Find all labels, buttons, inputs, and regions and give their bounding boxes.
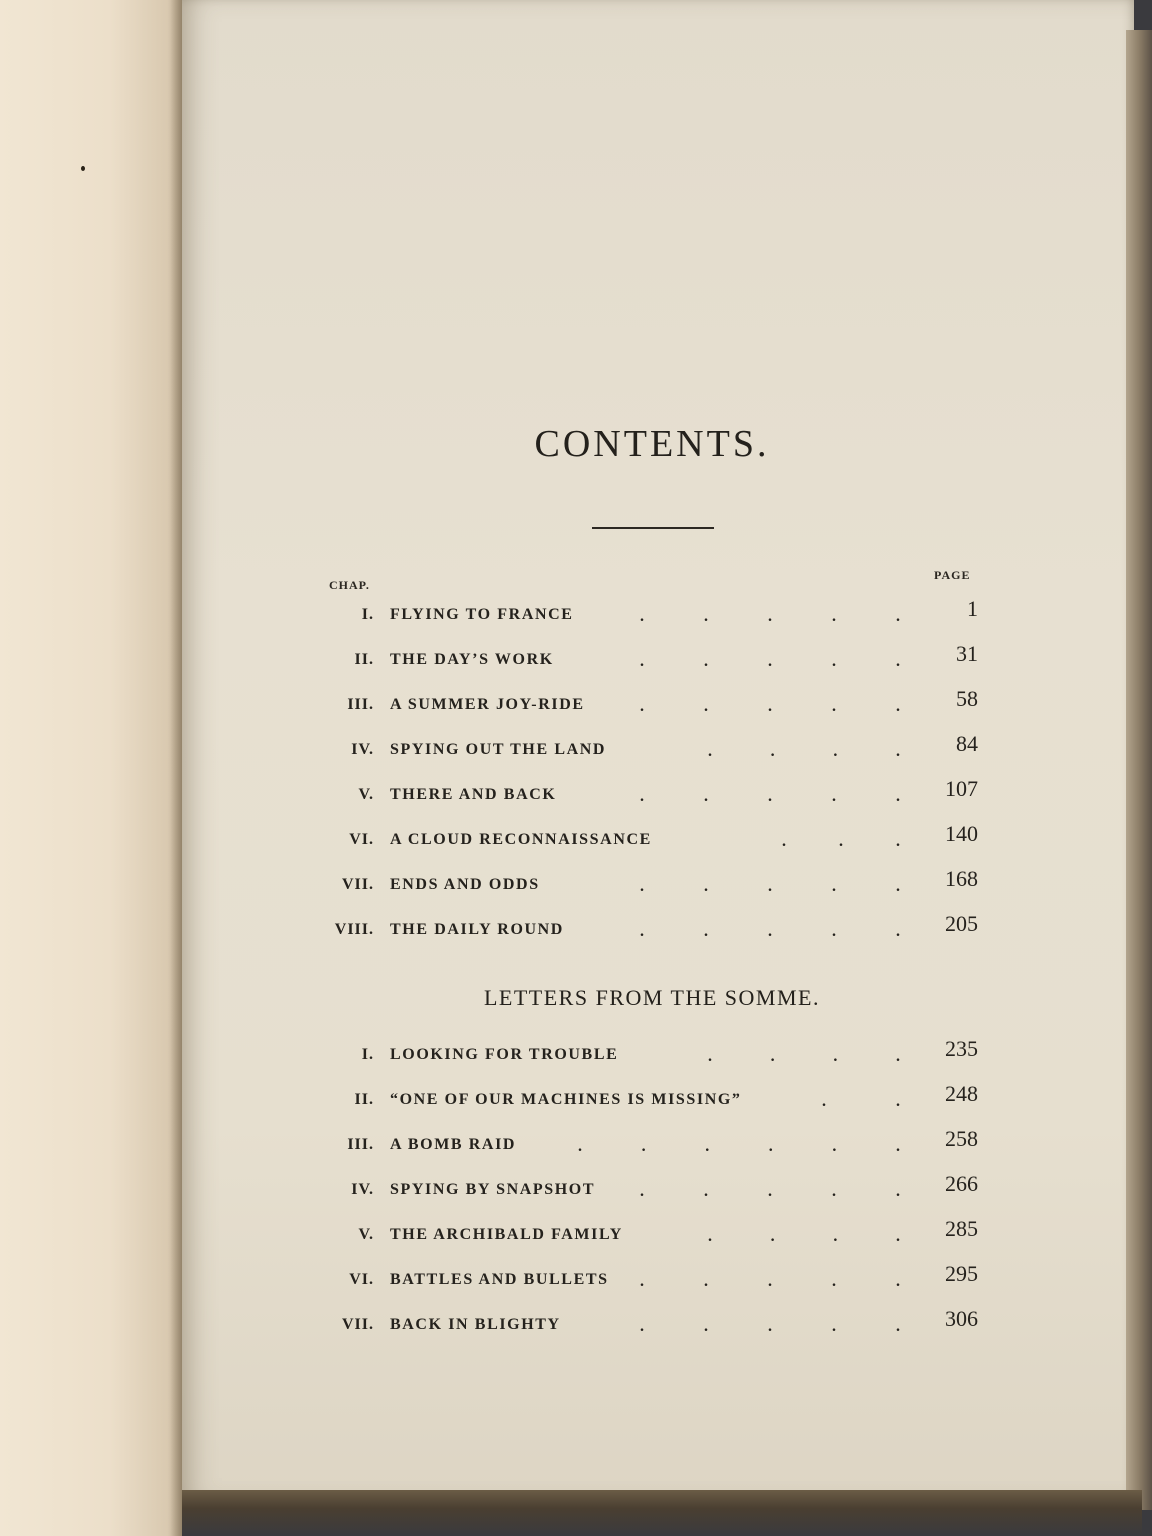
- dot-leader: . . . .: [708, 1228, 900, 1245]
- ink-speck: [81, 166, 85, 171]
- page-number: 295: [945, 1261, 978, 1286]
- page-number: 140: [945, 821, 978, 846]
- dot-leader: . . . . .: [640, 608, 900, 625]
- chapter-title: A CLOUD RECONNAISSANCE: [390, 831, 652, 848]
- chapter-number: VI.: [349, 831, 374, 848]
- dot-leader: . . .: [782, 833, 900, 850]
- page-number: 266: [945, 1171, 978, 1196]
- chap-column-label: CHAP.: [329, 578, 370, 592]
- letter-number: III.: [347, 1136, 374, 1153]
- letter-title: “ONE OF OUR MACHINES IS MISSING”: [390, 1091, 742, 1108]
- left-page: [0, 0, 182, 1536]
- toc-row: [322, 720, 982, 765]
- chapter-title: THE DAILY ROUND: [390, 921, 564, 938]
- chapter-title: THERE AND BACK: [390, 786, 557, 803]
- toc-row: [322, 855, 982, 900]
- letter-title: BACK IN BLIGHTY: [390, 1316, 561, 1333]
- dot-leader: . . . . .: [640, 923, 900, 940]
- toc-row: [322, 675, 982, 720]
- toc-row: [322, 810, 982, 855]
- chapter-title: FLYING TO FRANCE: [390, 606, 574, 623]
- dot-leader: . . . . .: [640, 698, 900, 715]
- title-rule: [592, 527, 714, 529]
- letter-title: SPYING BY SNAPSHOT: [390, 1181, 596, 1198]
- page-number: 306: [945, 1306, 978, 1331]
- toc-row: [322, 765, 982, 810]
- page-number: 1: [967, 596, 978, 621]
- page-number: 285: [945, 1216, 978, 1241]
- letter-number: VI.: [349, 1271, 374, 1288]
- toc-row: [322, 1025, 982, 1070]
- letter-number: V.: [358, 1226, 374, 1243]
- letter-number: I.: [361, 1046, 374, 1063]
- chapter-title: THE DAY’S WORK: [390, 651, 554, 668]
- letter-title: LOOKING FOR TROUBLE: [390, 1046, 619, 1063]
- letter-title: A BOMB RAID: [390, 1136, 517, 1153]
- chapter-number: I.: [361, 606, 374, 623]
- page-number: 258: [945, 1126, 978, 1151]
- book-bottom-edge: [182, 1490, 1142, 1536]
- page-title: CONTENTS.: [534, 423, 770, 465]
- page-number: 248: [945, 1081, 978, 1106]
- dot-leader: . . . . . .: [578, 1138, 900, 1155]
- letter-number: VII.: [341, 1316, 374, 1333]
- dot-leader: . . . .: [708, 1048, 900, 1065]
- page-number: 31: [956, 641, 978, 666]
- chapter-list: [322, 585, 982, 945]
- chapter-number: V.: [358, 786, 374, 803]
- chapter-number: VIII.: [334, 921, 374, 938]
- letter-number: II.: [354, 1091, 374, 1108]
- page-edge: [1126, 30, 1152, 1510]
- chapter-title: ENDS AND ODDS: [390, 876, 540, 893]
- toc-row: [322, 1070, 982, 1115]
- page-number: 58: [956, 686, 978, 711]
- letter-title: THE ARCHIBALD FAMILY: [390, 1226, 623, 1243]
- dot-leader: . . . .: [708, 743, 900, 760]
- letters-list: [322, 1025, 982, 1340]
- page-number: 205: [945, 911, 978, 936]
- toc-row: [322, 1160, 982, 1205]
- toc-row: [322, 900, 982, 945]
- toc-row: [322, 1115, 982, 1160]
- chapter-number: II.: [354, 651, 374, 668]
- dot-leader: . . . . .: [640, 1318, 900, 1335]
- dot-leader: . . . . .: [640, 878, 900, 895]
- chapter-number: III.: [347, 696, 374, 713]
- page-number: 84: [956, 731, 978, 756]
- chapter-number: IV.: [351, 741, 374, 758]
- page-number: 168: [945, 866, 978, 891]
- toc-row: [322, 1205, 982, 1250]
- toc-row: [322, 630, 982, 675]
- letter-number: IV.: [351, 1181, 374, 1198]
- letter-title: BATTLES AND BULLETS: [390, 1271, 609, 1288]
- dot-leader: . . . . .: [640, 653, 900, 670]
- toc-row: [322, 1295, 982, 1340]
- dot-leader: . . . . .: [640, 1273, 900, 1290]
- page-column-label: PAGE: [934, 568, 971, 582]
- chapter-title: A SUMMER JOY-RIDE: [390, 696, 585, 713]
- chapter-title: SPYING OUT THE LAND: [390, 741, 607, 758]
- page-number: 107: [945, 776, 978, 801]
- chapter-number: VII.: [341, 876, 374, 893]
- toc-row: [322, 1250, 982, 1295]
- section-heading: LETTERS FROM THE SOMME.: [483, 985, 820, 1010]
- dot-leader: . . . . .: [640, 1183, 900, 1200]
- page-number: 235: [945, 1036, 978, 1061]
- dot-leader: . .: [822, 1093, 900, 1110]
- dot-leader: . . . . .: [640, 788, 900, 805]
- toc-row: [322, 585, 982, 630]
